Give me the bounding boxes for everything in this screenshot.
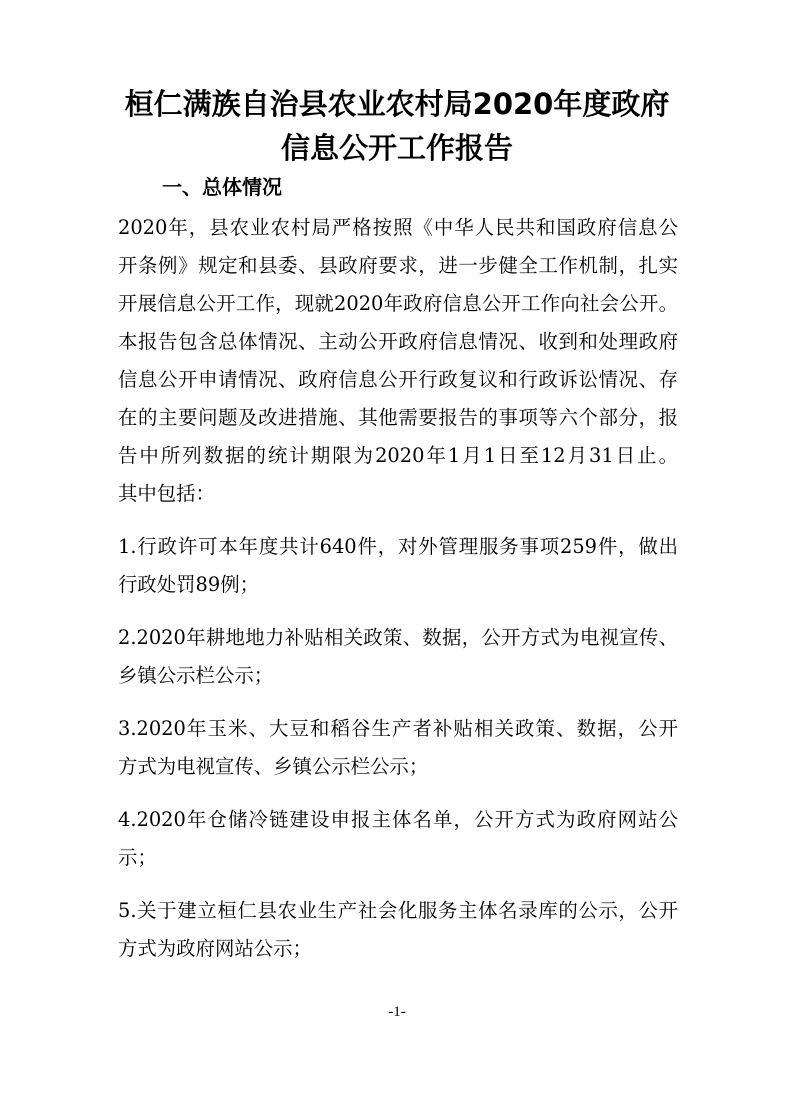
paragraph-line: 开展信息公开工作，现就2020年政府信息公开工作向社会公开。	[118, 292, 678, 315]
list-item-line: 3.2020年玉米、大豆和稻谷生产者补贴相关政策、数据，公开	[118, 717, 678, 740]
paragraph-line: 开条例》规定和县委、县政府要求，进一步健全工作机制，扎实	[118, 254, 678, 277]
list-item-line: 方式为电视宣传、乡镇公示栏公示；	[118, 755, 429, 778]
list-item-line: 5.关于建立桓仁县农业生产社会化服务主体名录库的公示，公开	[118, 899, 678, 922]
paragraph-line: 其中包括：	[118, 482, 215, 505]
list-item-line: 示；	[118, 846, 157, 869]
document-title-line-1: 桓仁满族自治县农业农村局2020年度政府	[124, 87, 670, 121]
list-item-line: 行政处罚89例；	[118, 573, 260, 596]
list-item-line: 4.2020年仓储冷链建设申报主体名单，公开方式为政府网站公	[118, 808, 678, 831]
list-item-line: 乡镇公示栏公示；	[118, 664, 274, 687]
section-heading: 一、总体情况	[162, 175, 282, 199]
paragraph-line: 信息公开申请情况、政府信息公开行政复议和行政诉讼情况、存	[118, 368, 678, 391]
list-item-line: 1.行政许可本年度共计640件，对外管理服务事项259件，做出	[118, 535, 678, 558]
page-number: -1-	[388, 1004, 406, 1020]
paragraph-line: 本报告包含总体情况、主动公开政府信息情况、收到和处理政府	[118, 330, 678, 353]
document-title-line-2: 信息公开工作报告	[280, 131, 513, 165]
paragraph-line: 在的主要问题及改进措施、其他需要报告的事项等六个部分，报	[118, 406, 678, 429]
list-item-line: 方式为政府网站公示；	[118, 937, 312, 960]
paragraph-line: 告中所列数据的统计期限为2020年1月1日至12月31日止。	[118, 444, 678, 467]
list-item-line: 2.2020年耕地地力补贴相关政策、数据，公开方式为电视宣传、	[118, 626, 678, 649]
paragraph-line: 2020年，县农业农村局严格按照《中华人民共和国政府信息公	[118, 216, 678, 239]
